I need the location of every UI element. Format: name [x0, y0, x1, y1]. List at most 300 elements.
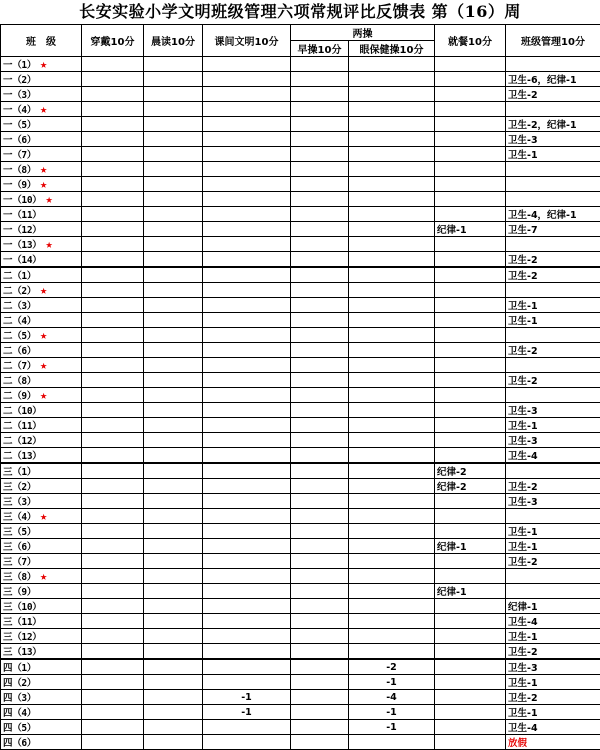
- class-label: 一（8）: [3, 165, 36, 176]
- hygiene-cell: 放假: [506, 735, 600, 750]
- morning-exercise-cell: [291, 720, 349, 735]
- dress-cell: [82, 358, 144, 373]
- recess-cell: [203, 388, 291, 403]
- reading-cell: [144, 629, 203, 644]
- recess-cell: [203, 87, 291, 102]
- hygiene-cell: [506, 283, 600, 298]
- class-label: 二（4）: [3, 316, 36, 327]
- reading-cell: [144, 328, 203, 343]
- class-cell: [1, 313, 82, 328]
- eye-exercise-cell: [349, 102, 435, 117]
- dress-cell: [82, 267, 144, 283]
- hygiene-cell: 卫生-1: [506, 705, 600, 720]
- hygiene-cell: [506, 328, 600, 343]
- lunch-cell: [435, 132, 506, 147]
- class-cell: [1, 494, 82, 509]
- hygiene-cell: 纪律-1: [506, 599, 600, 614]
- table-row: [1, 448, 600, 464]
- reading-cell: [144, 569, 203, 584]
- eye-exercise-cell: -1: [349, 705, 435, 720]
- table-row: [1, 177, 600, 192]
- dress-cell: [82, 162, 144, 177]
- recess-cell: [203, 328, 291, 343]
- eye-exercise-cell: [349, 57, 435, 72]
- class-cell: [1, 569, 82, 584]
- class-cell: [1, 162, 82, 177]
- reading-cell: [144, 524, 203, 539]
- table-row: [1, 343, 600, 358]
- morning-exercise-cell: [291, 403, 349, 418]
- table-row: [1, 418, 600, 433]
- eye-exercise-cell: -1: [349, 675, 435, 690]
- class-cell: [1, 87, 82, 102]
- morning-exercise-cell: [291, 192, 349, 207]
- class-label: 一（1）: [3, 60, 36, 71]
- class-cell: [1, 358, 82, 373]
- star-icon: ★: [40, 102, 47, 116]
- hygiene-cell: [506, 584, 600, 599]
- hygiene-cell: [506, 162, 600, 177]
- class-label: 二（1）: [3, 271, 36, 282]
- class-label: 一（7）: [3, 150, 36, 161]
- hygiene-cell: 卫生-3: [506, 494, 600, 509]
- class-label: 一（11）: [3, 210, 41, 221]
- reading-cell: [144, 659, 203, 675]
- page-title: 长安实验小学文明班级管理六项常规评比反馈表 第（16）周: [0, 0, 600, 24]
- eye-exercise-cell: [349, 237, 435, 252]
- recess-cell: [203, 252, 291, 268]
- eye-exercise-cell: [349, 283, 435, 298]
- eye-exercise-cell: [349, 463, 435, 479]
- recess-cell: [203, 267, 291, 283]
- recess-cell: [203, 569, 291, 584]
- header-reading: 晨读10分: [144, 25, 203, 57]
- eye-exercise-cell: [349, 554, 435, 569]
- recess-cell: [203, 207, 291, 222]
- star-icon: ★: [40, 177, 47, 191]
- class-cell: [1, 207, 82, 222]
- table-row: [1, 147, 600, 162]
- lunch-cell: [435, 388, 506, 403]
- hygiene-cell: 卫生-2: [506, 479, 600, 494]
- lunch-cell: 纪律-1: [435, 539, 506, 554]
- class-label: 二（11）: [3, 421, 41, 432]
- table-row: [1, 720, 600, 735]
- reading-cell: [144, 373, 203, 388]
- class-label: 三（9）: [3, 587, 36, 598]
- hygiene-cell: 卫生-1: [506, 418, 600, 433]
- eye-exercise-cell: -4: [349, 690, 435, 705]
- reading-cell: [144, 72, 203, 87]
- class-cell: [1, 298, 82, 313]
- eye-exercise-cell: [349, 644, 435, 660]
- reading-cell: [144, 117, 203, 132]
- class-cell: [1, 57, 82, 72]
- hygiene-cell: 卫生-2: [506, 373, 600, 388]
- recess-cell: [203, 72, 291, 87]
- hygiene-cell: [506, 569, 600, 584]
- lunch-cell: [435, 328, 506, 343]
- table-row: [1, 629, 600, 644]
- dress-cell: [82, 237, 144, 252]
- reading-cell: [144, 720, 203, 735]
- reading-cell: [144, 479, 203, 494]
- star-icon: ★: [40, 328, 47, 342]
- hygiene-cell: [506, 192, 600, 207]
- eye-exercise-cell: [349, 388, 435, 403]
- eye-exercise-cell: [349, 267, 435, 283]
- recess-cell: [203, 313, 291, 328]
- eye-exercise-cell: [349, 509, 435, 524]
- recess-cell: [203, 463, 291, 479]
- lunch-cell: [435, 403, 506, 418]
- reading-cell: [144, 539, 203, 554]
- table-row: [1, 283, 600, 298]
- class-label: 三（3）: [3, 497, 36, 508]
- hygiene-cell: 卫生-2: [506, 267, 600, 283]
- class-cell: [1, 388, 82, 403]
- eye-exercise-cell: [349, 433, 435, 448]
- hygiene-cell: 卫生-2: [506, 644, 600, 660]
- recess-cell: [203, 433, 291, 448]
- class-cell: [1, 403, 82, 418]
- class-label: 四（4）: [3, 708, 36, 719]
- morning-exercise-cell: [291, 614, 349, 629]
- morning-exercise-cell: [291, 509, 349, 524]
- reading-cell: [144, 494, 203, 509]
- table-row: [1, 57, 600, 72]
- lunch-cell: [435, 614, 506, 629]
- table-row: [1, 237, 600, 252]
- hygiene-cell: 卫生-2: [506, 343, 600, 358]
- morning-exercise-cell: [291, 735, 349, 750]
- class-label: 二（9）: [3, 391, 36, 402]
- reading-cell: [144, 87, 203, 102]
- table-row: [1, 494, 600, 509]
- eye-exercise-cell: [349, 298, 435, 313]
- class-cell: [1, 102, 82, 117]
- lunch-cell: [435, 102, 506, 117]
- reading-cell: [144, 207, 203, 222]
- reading-cell: [144, 283, 203, 298]
- reading-cell: [144, 675, 203, 690]
- class-cell: [1, 418, 82, 433]
- recess-cell: [203, 479, 291, 494]
- class-cell: [1, 72, 82, 87]
- morning-exercise-cell: [291, 659, 349, 675]
- lunch-cell: 纪律-1: [435, 222, 506, 237]
- hygiene-cell: [506, 102, 600, 117]
- hygiene-cell: 卫生-1: [506, 298, 600, 313]
- hygiene-cell: 卫生-7: [506, 222, 600, 237]
- hygiene-cell: 卫生-4: [506, 720, 600, 735]
- morning-exercise-cell: [291, 328, 349, 343]
- hygiene-cell: 卫生-4，纪律-1: [506, 207, 600, 222]
- table-row: [1, 479, 600, 494]
- class-cell: [1, 629, 82, 644]
- star-icon: ★: [40, 162, 47, 176]
- hygiene-cell: 卫生-3: [506, 403, 600, 418]
- eye-exercise-cell: [349, 479, 435, 494]
- class-cell: [1, 659, 82, 675]
- recess-cell: [203, 418, 291, 433]
- eye-exercise-cell: [349, 252, 435, 268]
- reading-cell: [144, 403, 203, 418]
- class-label: 二（6）: [3, 346, 36, 357]
- table-row: [1, 569, 600, 584]
- eye-exercise-cell: [349, 735, 435, 750]
- dress-cell: [82, 132, 144, 147]
- morning-exercise-cell: [291, 222, 349, 237]
- star-icon: ★: [40, 283, 47, 297]
- table-row: [1, 132, 600, 147]
- header-class: 班 级: [1, 25, 82, 57]
- reading-cell: [144, 705, 203, 720]
- class-cell: [1, 433, 82, 448]
- dress-cell: [82, 479, 144, 494]
- eye-exercise-cell: -2: [349, 659, 435, 675]
- lunch-cell: [435, 177, 506, 192]
- lunch-cell: [435, 162, 506, 177]
- table-row: [1, 644, 600, 660]
- dress-cell: [82, 599, 144, 614]
- class-label: 一（14）: [3, 255, 41, 266]
- class-cell: [1, 448, 82, 464]
- class-label: 二（8）: [3, 376, 36, 387]
- hygiene-cell: 卫生-2: [506, 87, 600, 102]
- morning-exercise-cell: [291, 479, 349, 494]
- reading-cell: [144, 644, 203, 660]
- morning-exercise-cell: [291, 267, 349, 283]
- reading-cell: [144, 509, 203, 524]
- hygiene-cell: [506, 57, 600, 72]
- class-cell: [1, 524, 82, 539]
- morning-exercise-cell: [291, 117, 349, 132]
- eye-exercise-cell: [349, 177, 435, 192]
- reading-cell: [144, 132, 203, 147]
- recess-cell: -1: [203, 690, 291, 705]
- lunch-cell: [435, 569, 506, 584]
- lunch-cell: [435, 644, 506, 660]
- lunch-cell: [435, 554, 506, 569]
- morning-exercise-cell: [291, 237, 349, 252]
- recess-cell: [203, 584, 291, 599]
- reading-cell: [144, 267, 203, 283]
- dress-cell: [82, 102, 144, 117]
- table-row: [1, 735, 600, 750]
- table-row: [1, 705, 600, 720]
- eye-exercise-cell: [349, 222, 435, 237]
- class-label: 四（3）: [3, 693, 36, 704]
- lunch-cell: 纪律-2: [435, 479, 506, 494]
- table-row: [1, 675, 600, 690]
- lunch-cell: [435, 283, 506, 298]
- table-row: [1, 222, 600, 237]
- dress-cell: [82, 418, 144, 433]
- reading-cell: [144, 192, 203, 207]
- recess-cell: [203, 720, 291, 735]
- morning-exercise-cell: [291, 448, 349, 464]
- hygiene-cell: 卫生-6，纪律-1: [506, 72, 600, 87]
- dress-cell: [82, 147, 144, 162]
- class-label: 三（6）: [3, 542, 36, 553]
- star-icon: ★: [40, 509, 47, 523]
- reading-cell: [144, 237, 203, 252]
- class-label: 二（12）: [3, 436, 41, 447]
- morning-exercise-cell: [291, 569, 349, 584]
- reading-cell: [144, 102, 203, 117]
- morning-exercise-cell: [291, 313, 349, 328]
- table-row: [1, 207, 600, 222]
- class-label: 三（1）: [3, 467, 36, 478]
- morning-exercise-cell: [291, 599, 349, 614]
- dress-cell: [82, 87, 144, 102]
- header-eye-exercise: 眼保健操10分: [349, 41, 435, 57]
- morning-exercise-cell: [291, 72, 349, 87]
- class-cell: [1, 373, 82, 388]
- header-morning-exercise: 早操10分: [291, 41, 349, 57]
- lunch-cell: [435, 373, 506, 388]
- dress-cell: [82, 554, 144, 569]
- reading-cell: [144, 735, 203, 750]
- class-cell: [1, 644, 82, 660]
- eye-exercise-cell: [349, 162, 435, 177]
- dress-cell: [82, 328, 144, 343]
- dress-cell: [82, 207, 144, 222]
- class-label: 二（10）: [3, 406, 41, 417]
- header-exercise-group: 两操: [291, 25, 435, 41]
- morning-exercise-cell: [291, 463, 349, 479]
- recess-cell: [203, 132, 291, 147]
- morning-exercise-cell: [291, 147, 349, 162]
- lunch-cell: [435, 147, 506, 162]
- class-cell: [1, 554, 82, 569]
- eye-exercise-cell: [349, 72, 435, 87]
- reading-cell: [144, 147, 203, 162]
- dress-cell: [82, 177, 144, 192]
- lunch-cell: 纪律-1: [435, 584, 506, 599]
- dress-cell: [82, 614, 144, 629]
- class-cell: [1, 252, 82, 268]
- eye-exercise-cell: [349, 599, 435, 614]
- class-label: 二（5）: [3, 331, 36, 342]
- dress-cell: [82, 720, 144, 735]
- lunch-cell: [435, 720, 506, 735]
- eye-exercise-cell: [349, 192, 435, 207]
- recess-cell: [203, 644, 291, 660]
- morning-exercise-cell: [291, 584, 349, 599]
- class-cell: [1, 479, 82, 494]
- dress-cell: [82, 675, 144, 690]
- class-cell: [1, 192, 82, 207]
- morning-exercise-cell: [291, 358, 349, 373]
- class-cell: [1, 509, 82, 524]
- reading-cell: [144, 388, 203, 403]
- morning-exercise-cell: [291, 373, 349, 388]
- hygiene-cell: 卫生-1: [506, 147, 600, 162]
- morning-exercise-cell: [291, 388, 349, 403]
- recess-cell: [203, 343, 291, 358]
- dress-cell: [82, 192, 144, 207]
- table-row: [1, 388, 600, 403]
- class-label: 三（8）: [3, 572, 36, 583]
- morning-exercise-cell: [291, 433, 349, 448]
- eye-exercise-cell: [349, 343, 435, 358]
- lunch-cell: [435, 267, 506, 283]
- eye-exercise-cell: [349, 448, 435, 464]
- class-label: 四（1）: [3, 663, 36, 674]
- recess-cell: [203, 614, 291, 629]
- recess-cell: [203, 554, 291, 569]
- lunch-cell: [435, 509, 506, 524]
- dress-cell: [82, 388, 144, 403]
- class-cell: [1, 735, 82, 750]
- eye-exercise-cell: [349, 358, 435, 373]
- class-cell: [1, 675, 82, 690]
- hygiene-cell: 卫生-3: [506, 659, 600, 675]
- dress-cell: [82, 644, 144, 660]
- table-row: [1, 373, 600, 388]
- hygiene-cell: 卫生-2: [506, 252, 600, 268]
- recess-cell: [203, 403, 291, 418]
- lunch-cell: [435, 433, 506, 448]
- class-label: 三（12）: [3, 632, 41, 643]
- class-label: 四（2）: [3, 678, 36, 689]
- table-row: [1, 433, 600, 448]
- class-label: 三（10）: [3, 602, 41, 613]
- dress-cell: [82, 659, 144, 675]
- table-row: [1, 162, 600, 177]
- table-row: [1, 599, 600, 614]
- table-row: [1, 584, 600, 599]
- star-icon: ★: [45, 192, 52, 206]
- recess-cell: [203, 629, 291, 644]
- eye-exercise-cell: [349, 87, 435, 102]
- morning-exercise-cell: [291, 162, 349, 177]
- hygiene-cell: [506, 177, 600, 192]
- recess-cell: [203, 373, 291, 388]
- dress-cell: [82, 509, 144, 524]
- lunch-cell: [435, 358, 506, 373]
- lunch-cell: [435, 252, 506, 268]
- recess-cell: [203, 599, 291, 614]
- eye-exercise-cell: [349, 373, 435, 388]
- dress-cell: [82, 494, 144, 509]
- class-label: 二（2）: [3, 286, 36, 297]
- lunch-cell: [435, 659, 506, 675]
- table-row: [1, 102, 600, 117]
- reading-cell: [144, 554, 203, 569]
- dress-cell: [82, 72, 144, 87]
- reading-cell: [144, 418, 203, 433]
- class-cell: [1, 463, 82, 479]
- recess-cell: [203, 237, 291, 252]
- hygiene-cell: 卫生-1: [506, 675, 600, 690]
- class-cell: [1, 343, 82, 358]
- reading-cell: [144, 433, 203, 448]
- hygiene-cell: 卫生-2: [506, 690, 600, 705]
- lunch-cell: [435, 448, 506, 464]
- lunch-cell: [435, 735, 506, 750]
- recess-cell: [203, 222, 291, 237]
- class-label: 一（4）: [3, 105, 36, 116]
- table-row: [1, 87, 600, 102]
- class-cell: [1, 222, 82, 237]
- recess-cell: [203, 675, 291, 690]
- header-recess: 课间文明10分: [203, 25, 291, 57]
- hygiene-cell: [506, 509, 600, 524]
- class-cell: [1, 177, 82, 192]
